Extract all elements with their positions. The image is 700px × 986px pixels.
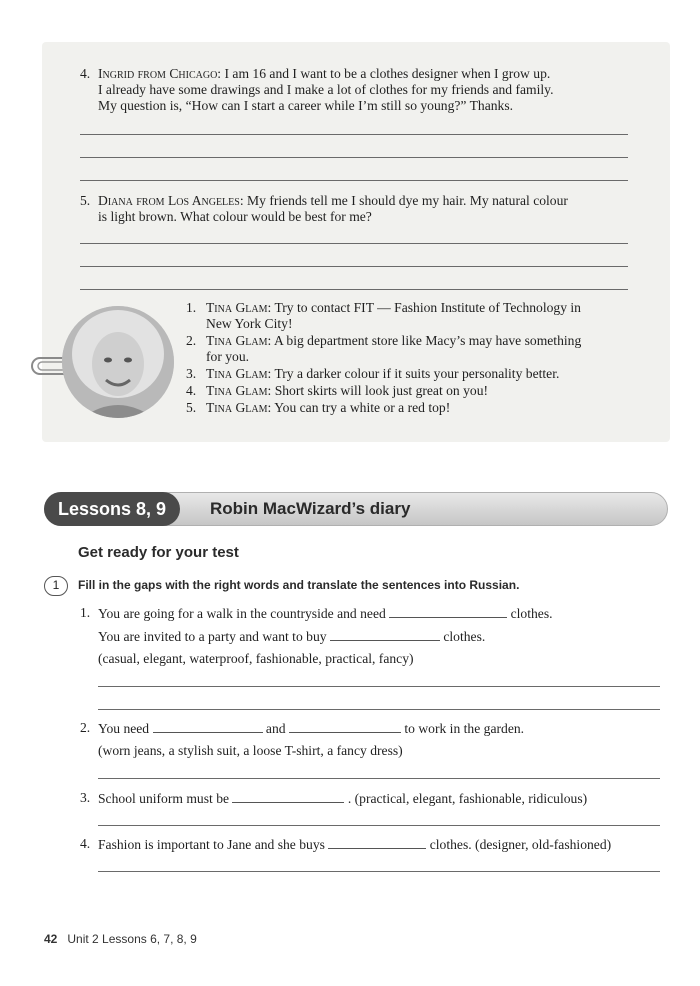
item-2-number: 2. [80,720,91,735]
item-2-text-c: to work in the garden. [404,721,525,736]
item-1-options: (casual, elegant, waterproof, fashionable, practical, fancy) [98,651,414,666]
answer-line[interactable] [80,157,628,158]
answer-line[interactable] [98,871,660,872]
answer-number: 1. [186,300,197,315]
item-4-number: 4. [80,836,91,851]
item-1-number: 1. [80,605,91,620]
gap-field[interactable] [389,605,507,618]
letter-5-sender: Diana from Los Angeles: [98,193,244,208]
answer-number: 3. [186,366,197,381]
answer-line[interactable] [80,266,628,267]
section-heading: Get ready for your test [78,544,239,561]
list-item [186,383,656,400]
gap-field[interactable] [330,628,440,641]
lessons-label: Lessons 8, 9 [44,492,180,526]
item-1-sentence-2 [98,628,485,645]
page-footer [44,932,197,946]
unit-label: Unit 2 Lessons 6, 7, 8, 9 [67,932,197,946]
answer-sender: Tina Glam: [206,383,272,398]
answer-line[interactable] [80,180,628,181]
banner-title: Robin MacWizard’s diary [210,499,411,518]
list-item [186,400,656,417]
answer-line[interactable] [98,778,660,779]
list-item [186,300,656,333]
letter-4-number: 4. [80,66,91,81]
gap-field[interactable] [153,720,263,733]
letter-5-text-1: My friends tell me I should dye my hair. My natural colour [247,193,568,208]
letter-4-line-2: I already have some drawings and I make a lot of clothes for my friends and family. [98,82,554,97]
answer-text: A big department store like Macy’s may have something [273,333,582,348]
item-1-text-c: You are invited to a party and want to buy [98,629,327,644]
list-item [186,366,656,383]
item-3-number: 3. [80,790,91,805]
answer-line[interactable] [98,709,660,710]
answer-text: Try to contact FIT — Fashion Institute of Technology in [274,300,581,315]
letter-5-line-2: is light brown. What colour would be best for me? [98,209,372,224]
answer-sender: Tina Glam: [206,366,272,381]
avatar [62,306,174,418]
answer-number: 5. [186,400,197,415]
answer-text: You can try a white or a red top! [274,400,451,415]
exercise-number-badge: 1 [44,576,68,596]
answer-text: Try a darker colour if it suits your personality better. [274,366,560,381]
item-1-text-d: clothes. [443,629,486,644]
gap-field[interactable] [289,720,401,733]
answer-number: 4. [186,383,197,398]
answer-line[interactable] [98,825,660,826]
letter-4-line-3: My question is, “How can I start a career while I’m still so young?” Thanks. [98,98,514,113]
answer-text-continued: New York City! [206,316,293,331]
letter-5-number: 5. [80,193,91,208]
letter-4-sender: Ingrid from Chicago: [98,66,222,81]
answer-line[interactable] [80,134,628,135]
item-3-text-b: . (practical, elegant, fashionable, ridiculous) [347,791,588,806]
item-2-sentence [98,720,524,737]
item-2-text-a: You need [98,721,150,736]
answer-line[interactable] [80,243,628,244]
item-3-text-a: School uniform must be [98,791,230,806]
page-number: 42 [44,932,58,946]
lessons-banner [44,492,668,526]
exercise-instruction: Fill in the gaps with the right words and translate the sentences into Russian. [78,578,520,592]
letter-4-line-1 [98,66,550,82]
answer-sender: Tina Glam: [206,333,272,348]
item-4-sentence [98,836,611,853]
list-item [186,333,656,366]
item-2-text-b: and [265,721,286,736]
gap-field[interactable] [232,790,344,803]
answer-sender: Tina Glam: [206,400,272,415]
item-1-text-a: You are going for a walk in the countryside and need [98,606,386,621]
item-2-options: (worn jeans, a stylish suit, a loose T-shirt, a fancy dress) [98,743,403,758]
item-4-text-a: Fashion is important to Jane and she buys [98,837,325,852]
answer-sender: Tina Glam: [206,300,272,315]
gap-field[interactable] [328,836,426,849]
letter-4-text-1: I am 16 and I want to be a clothes designer when I grow up. [224,66,551,81]
answer-line[interactable] [98,686,660,687]
answer-text-continued: for you. [206,349,250,364]
item-3-sentence [98,790,587,807]
letter-5-line-1 [98,193,568,209]
woman-portrait-icon [62,306,174,418]
answers-list [186,300,656,417]
item-1-text-b: clothes. [510,606,553,621]
answer-line[interactable] [80,289,628,290]
answer-text: Short skirts will look just great on you! [274,383,489,398]
answer-number: 2. [186,333,197,348]
item-4-text-b: clothes. (designer, old-fashioned) [429,837,612,852]
item-1-sentence-1 [98,605,553,622]
